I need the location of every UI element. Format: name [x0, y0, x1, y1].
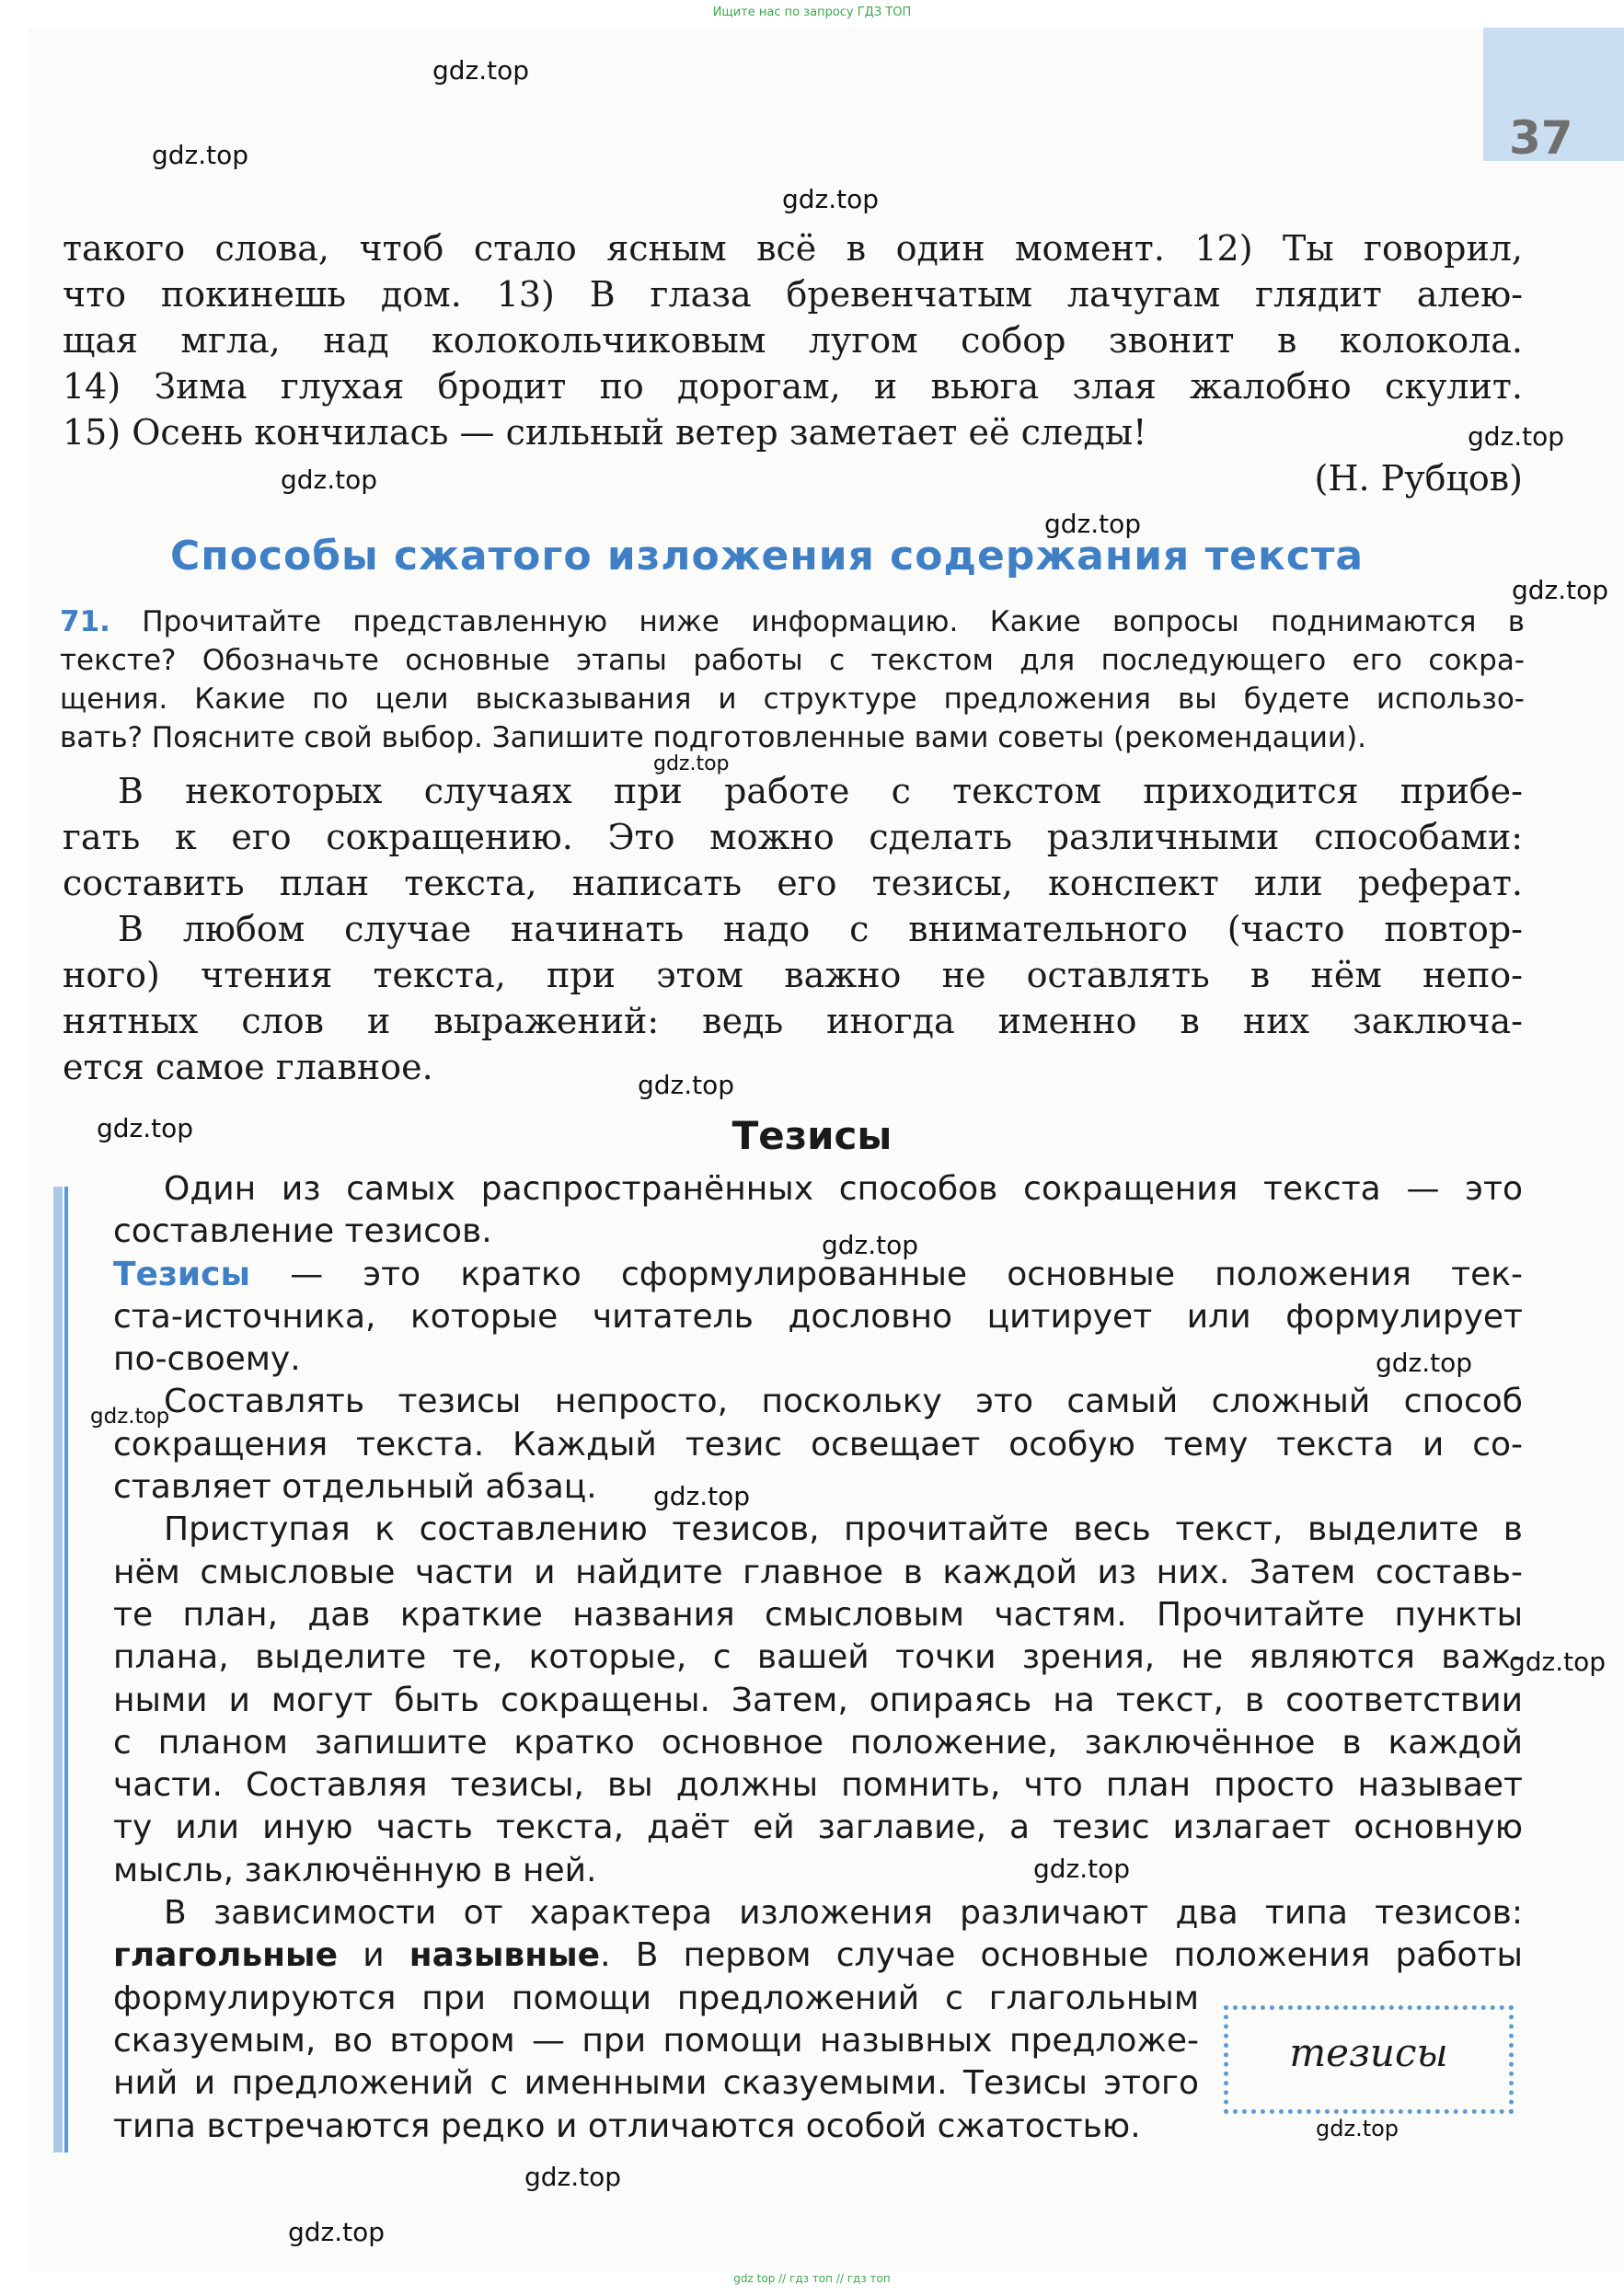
- subheading-theses: Тезисы: [731, 1113, 893, 1158]
- watermark: gdz.top: [638, 1070, 735, 1100]
- term-card-text: тезисы: [1289, 2030, 1448, 2075]
- watermark: gdz.top: [1468, 421, 1565, 452]
- watermark: gdz.top: [1316, 2116, 1399, 2141]
- watermark: gdz.top: [653, 752, 730, 775]
- watermark: gdz.top: [1376, 1348, 1473, 1378]
- footer-note: gdz top // гдз топ // гдз топ: [733, 2272, 891, 2285]
- watermark: gdz.top: [152, 140, 249, 170]
- rule-line: формулируются при помощи предложений с глагольным: [113, 1979, 1199, 2017]
- rule-line: ставляет отдельный абзац.: [113, 1468, 597, 1507]
- rule-text: . В первом случае основные положения работы: [600, 1936, 1523, 1975]
- watermark: gdz.top: [432, 55, 530, 86]
- watermark: gdz.top: [90, 1405, 170, 1429]
- rule-line: по-своему.: [113, 1340, 301, 1379]
- rule-line: нём смысловые части и найдите главное в каждой из них. Затем составь-: [113, 1553, 1523, 1591]
- rule-line: типа встречаются редко и отличаются особой сжатостью.: [113, 2107, 1141, 2145]
- poem-line: 14) Зима глухая бродит по дорогам, и вьюга злая жалобно скулит.: [63, 366, 1523, 407]
- exercise-71: [60, 603, 1525, 757]
- watermark: gdz.top: [97, 1113, 194, 1143]
- page-number: 37: [1509, 111, 1573, 165]
- intro-line: ного) чтения текста, при этом важно не оставлять в нём непо-: [63, 955, 1523, 995]
- rule-line: плана, выделите те, которые, с вашей точки зрения, не являются важ-: [113, 1638, 1523, 1677]
- watermark: gdz.top: [1509, 1647, 1607, 1677]
- rule-line: Приступая к составлению тезисов, прочитайте весь текст, выделите в: [164, 1510, 1523, 1549]
- rule-line: ту или иную часть текста, даёт ей заглавие, а тезис излагает основную: [113, 1808, 1523, 1847]
- rule-line: составление тезисов.: [113, 1212, 492, 1251]
- section-title: Способы сжатого изложения содержания текста: [170, 533, 1365, 580]
- rule-bar-accent: [64, 1187, 68, 2152]
- term-card: [1224, 2005, 1514, 2114]
- exercise-line: [60, 603, 1525, 641]
- watermark: gdz.top: [288, 2217, 386, 2247]
- rule-line: мысль, заключённую в ней.: [113, 1851, 597, 1889]
- top-note: Ищите нас по запросу ГДЗ ТОП: [712, 6, 912, 19]
- rule-line: В зависимости от характера изложения различают два типа тезисов:: [164, 1894, 1523, 1933]
- rule-line: сказуемым, во втором — при помощи назывных предложе-: [113, 2021, 1199, 2060]
- intro-line: В некоторых случаях при работе с текстом приходится прибе-: [118, 771, 1523, 811]
- watermark: gdz.top: [782, 184, 880, 214]
- rule-text: — это кратко сформулированные основные положения тек-: [250, 1255, 1523, 1293]
- intro-line: составить план текста, написать его тезисы, конспект или реферат.: [63, 863, 1523, 903]
- watermark: gdz.top: [281, 465, 378, 495]
- watermark: gdz.top: [822, 1230, 919, 1260]
- rule-line: те план, дав краткие названия смысловым частям. Прочитайте пункты: [113, 1595, 1523, 1634]
- rule-line: ний и предложений с именными сказуемыми. Тезисы этого: [113, 2064, 1199, 2103]
- rule-line: сокращения текста. Каждый тезис освещает особую тему текста и со-: [113, 1425, 1523, 1464]
- intro-line: В любом случае начинать надо с внимательного (часто повтор-: [118, 909, 1523, 949]
- poem-line: 15) Осень кончилась — сильный ветер заметает её следы!: [63, 412, 1147, 453]
- rule-line: [113, 1254, 1523, 1296]
- exercise-text: Прочитайте представленную ниже информацию. Какие вопросы поднимаются в: [142, 605, 1526, 638]
- term-nominal: назывные: [409, 1936, 601, 1975]
- term-theses: Тезисы: [113, 1255, 251, 1293]
- exercise-number: 71.: [60, 605, 110, 638]
- rule-line: части. Составляя тезисы, вы должны помнить, что план просто называет: [113, 1766, 1523, 1805]
- intro-line: нятных слов и выражений: ведь иногда именно в них заключа-: [63, 1001, 1523, 1041]
- rule-line: ными и могут быть сокращены. Затем, опираясь на текст, в соответствии: [113, 1681, 1523, 1719]
- rule-line: [113, 1934, 1523, 1977]
- watermark: gdz.top: [653, 1481, 751, 1511]
- exercise-line: вать? Поясните свой выбор. Запишите подготовленные вами советы (рекомендации).: [60, 721, 1367, 754]
- intro-line: ется самое главное.: [63, 1047, 433, 1087]
- watermark: gdz.top: [1044, 509, 1142, 539]
- poem-author: (Н. Рубцов): [1314, 458, 1523, 499]
- term-verbal: глагольные: [113, 1936, 338, 1975]
- poem-line: такого слова, чтоб стало ясным всё в один момент. 12) Ты говорил,: [63, 228, 1523, 269]
- rule-line: ста-источника, которые читатель дословно цитирует или формулирует: [113, 1297, 1523, 1336]
- rule-text: и: [337, 1936, 409, 1975]
- rule-line: с планом запишите кратко основное положение, заключённое в каждой: [113, 1723, 1523, 1762]
- watermark: gdz.top: [1033, 1854, 1131, 1884]
- intro-line: гать к его сокращению. Это можно сделать различными способами:: [63, 817, 1523, 857]
- poem-line: щая мгла, над колокольчиковым лугом собор звонит в колокола.: [63, 320, 1523, 361]
- rule-bar: [53, 1187, 63, 2152]
- exercise-line: тексте? Обозначьте основные этапы работы с текстом для последующего его сокра-: [60, 644, 1525, 677]
- rule-box: [113, 1168, 1523, 2148]
- exercise-line: щения. Какие по цели высказывания и структуре предложения вы будете использо-: [60, 683, 1525, 716]
- watermark: gdz.top: [524, 2162, 622, 2192]
- watermark: gdz.top: [1512, 575, 1609, 605]
- rule-line: Составлять тезисы непросто, поскольку это самый сложный способ: [164, 1383, 1523, 1421]
- rule-line: Один из самых распространённых способов сокращения текста — это: [164, 1170, 1523, 1208]
- poem-line: что покинешь дом. 13) В глаза бревенчатым лачугам глядит алею-: [63, 274, 1523, 315]
